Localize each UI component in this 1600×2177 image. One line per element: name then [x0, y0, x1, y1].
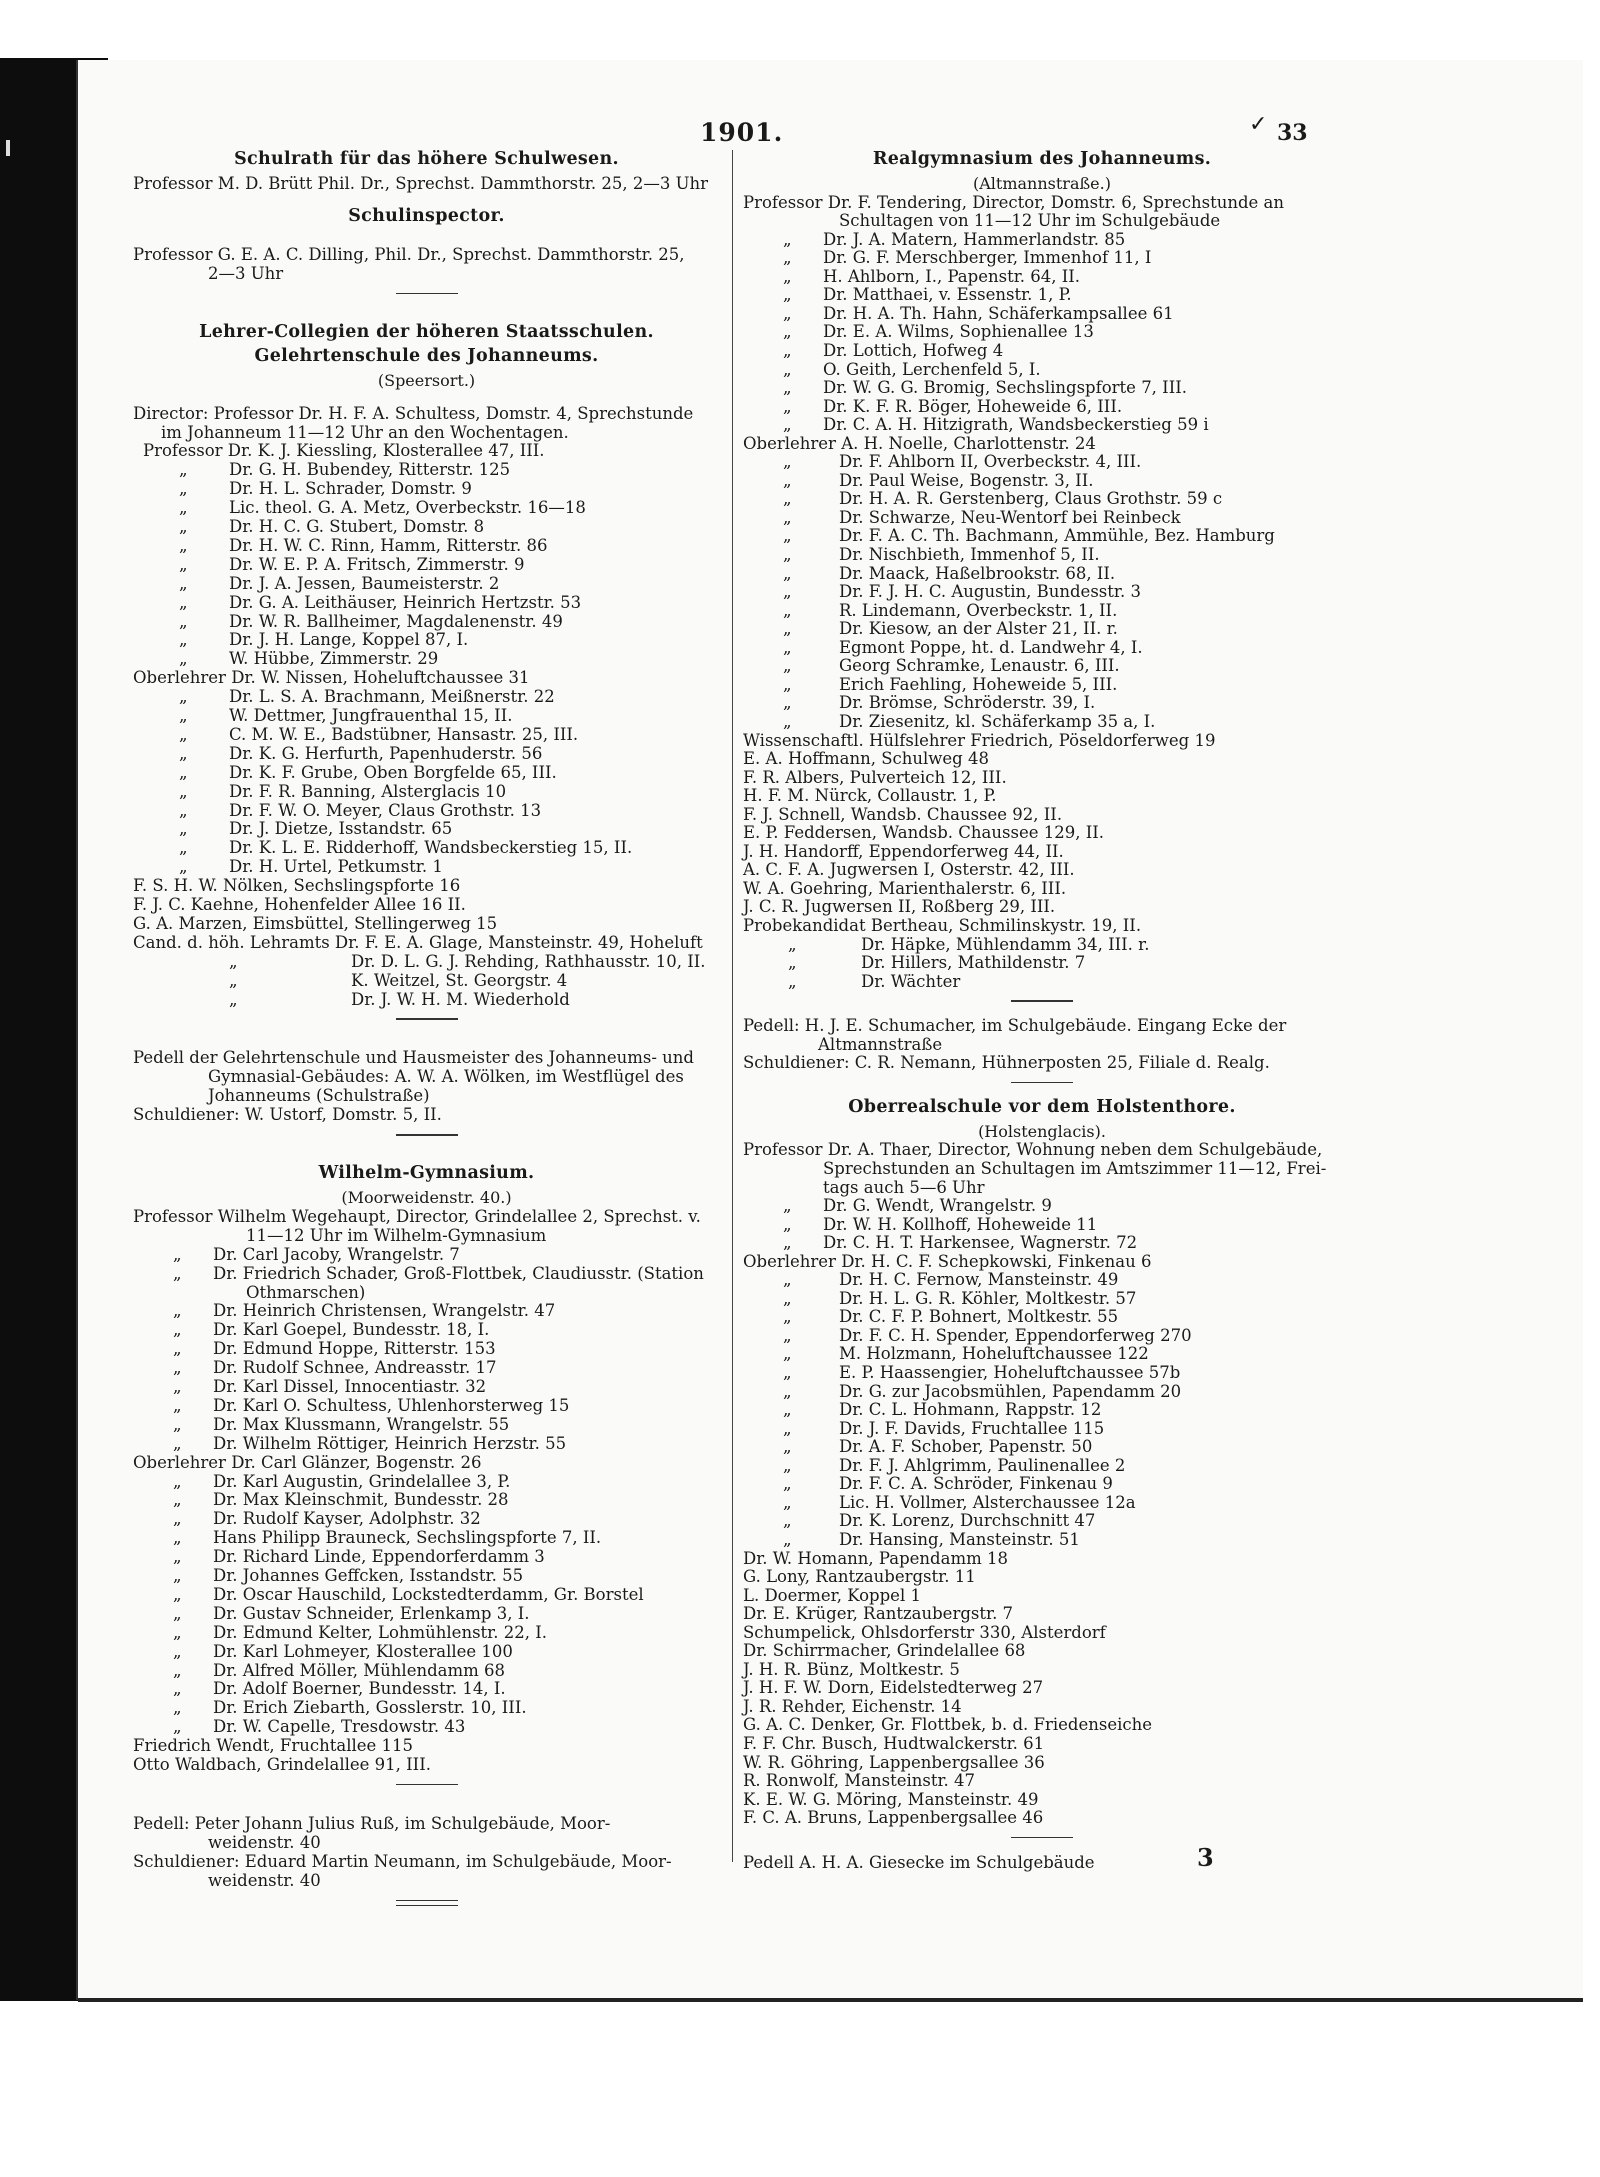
ditto-mark: „	[173, 1395, 182, 1415]
entry-line: G. A. Marzen, Eimsbüttel, Stellingerweg 15	[133, 913, 498, 933]
entry-line: Erich Faehling, Hoheweide 5, III.	[839, 674, 1118, 694]
ditto-mark: „	[783, 619, 792, 639]
entry-line: C. M. W. E., Badstübner, Hansastr. 25, III.	[229, 724, 579, 744]
entry-line: F. R. Albers, Pulverteich 12, III.	[743, 767, 1007, 787]
column-divider	[732, 150, 733, 1862]
ditto-mark: „	[173, 1603, 182, 1623]
ditto-mark: „	[783, 582, 792, 602]
entry-line: Dr. G. zur Jacobsmühlen, Papendamm 20	[839, 1381, 1182, 1401]
entry-line: Dr. H. W. C. Rinn, Hamm, Ritterstr. 86	[229, 535, 548, 555]
entry-line: Egmont Poppe, ht. d. Landwehr 4, I.	[839, 637, 1143, 657]
ditto-mark: „	[783, 1307, 792, 1327]
ditto-mark: „	[179, 517, 188, 536]
entry-line: Dr. F. C. H. Spender, Eppendorferweg 270	[839, 1325, 1192, 1345]
ditto-mark: „	[783, 415, 792, 435]
entry-line: F. J. Schnell, Wandsb. Chaussee 92, II.	[743, 804, 1063, 824]
ditto-mark: „	[788, 934, 797, 954]
ditto-mark: „	[783, 1529, 792, 1549]
entry-line: Dr. W. E. P. A. Fritsch, Zimmerstr. 9	[229, 554, 525, 574]
entry-line: Friedrich Wendt, Fruchtallee 115	[133, 1736, 414, 1756]
entry-line: Dr. K. F. Grube, Oben Borgfelde 65, III.	[229, 762, 557, 782]
entry-line: Dr. F. A. C. Th. Bachmann, Ammühle, Bez. Hamburg	[839, 526, 1275, 546]
entry-line: Dr. J. H. Lange, Koppel 87, I.	[229, 630, 469, 650]
section-rule	[396, 1134, 458, 1136]
entry-line: Hans Philipp Brauneck, Sechslingspforte 7, II.	[213, 1528, 602, 1548]
entry-line: Dr. J. F. Davids, Fruchtallee 115	[839, 1418, 1105, 1438]
entry-line: 2—3 Uhr	[208, 263, 284, 283]
ditto-mark: „	[783, 1363, 792, 1382]
entry-line: Dr. Nischbieth, Immenhof 5, II.	[839, 545, 1100, 564]
entry-line: Otto Waldbach, Grindelallee 91, III.	[133, 1755, 431, 1774]
ditto-mark: „	[173, 1584, 182, 1604]
ditto-mark: „	[783, 1196, 792, 1216]
entry-line: Dr. G. Wendt, Wrangelstr. 9	[823, 1196, 1052, 1216]
entry-line: Dr. Johannes Geffcken, Isstandstr. 55	[213, 1566, 524, 1585]
section-rule	[396, 1018, 458, 1020]
entry-line: Dr. Hillers, Mathildenstr. 7	[861, 953, 1086, 973]
ditto-mark: „	[783, 1400, 792, 1420]
ditto-mark: „	[783, 507, 792, 527]
entry-line: Oberlehrer Dr. W. Nissen, Hoheluftchaussee 31	[133, 668, 530, 688]
entry-line: J. H. F. W. Dorn, Eidelstedterweg 27	[743, 1678, 1044, 1698]
entry-line: Dr. Karl Goepel, Bundesstr. 18, I.	[213, 1320, 490, 1340]
entry-line: F. S. H. W. Nölken, Sechslingspforte 16	[133, 876, 461, 896]
entry-line: Dr. Wilhelm Röttiger, Heinrich Herzstr. 55	[213, 1433, 567, 1453]
entry-line: F. F. Chr. Busch, Hudtwalckerstr. 61	[743, 1734, 1045, 1753]
entry-line: Cand. d. höh. Lehramts Dr. F. E. A. Glage, Mansteinstr. 49, Hoheluft	[133, 932, 703, 952]
entry-line: Dr. Karl Augustin, Grindelallee 3, P.	[213, 1471, 511, 1491]
ditto-mark: „	[783, 303, 792, 323]
ditto-mark: „	[783, 1270, 792, 1290]
ditto-mark: „	[179, 649, 188, 669]
entry-line: Pedell: H. J. E. Schumacher, im Schulgebäude. Eingang Ecke der	[743, 1016, 1287, 1036]
ditto-mark: „	[179, 479, 188, 499]
entry-line: Dr. Karl O. Schultess, Uhlenhorsterweg 15	[213, 1395, 570, 1415]
entry-line: weidenstr. 40	[208, 1870, 321, 1890]
ditto-mark: „	[179, 535, 188, 555]
entry-line: Dr. Maack, Haßelbrookstr. 68, II.	[839, 563, 1116, 583]
entry-line: Professor G. E. A. C. Dilling, Phil. Dr., Sprechst. Dammthorstr. 25,	[133, 244, 685, 264]
entry-line: Dr. H. L. Schrader, Domstr. 9	[229, 479, 472, 499]
ditto-mark: „	[173, 1660, 182, 1680]
entry-line: Professor Dr. F. Tendering, Director, Domstr. 6, Sprechstunde an	[743, 192, 1285, 212]
scan-edge-mark	[6, 140, 10, 156]
entry-line: Dr. H. A. R. Gerstenberg, Claus Grothstr. 59 c	[839, 489, 1223, 509]
ditto-mark: „	[179, 498, 188, 518]
ditto-mark: „	[173, 1622, 182, 1642]
entry-line: Johanneums (Schulstraße)	[208, 1086, 430, 1106]
entry-line: Othmarschen)	[246, 1282, 366, 1302]
ditto-mark: „	[173, 1263, 182, 1283]
entry-line: Dr. K. L. E. Ridderhoff, Wandsbeckerstieg 15, II.	[229, 838, 633, 858]
entry-line: Dr. Gustav Schneider, Erlenkamp 3, I.	[213, 1603, 530, 1623]
entry-line: Georg Schramke, Lenaustr. 6, III.	[839, 656, 1120, 676]
entry-line: H. Ahlborn, I., Papenstr. 64, II.	[823, 266, 1081, 286]
entry-line: Professor Dr. A. Thaer, Director, Wohnung neben dem Schulgebäude,	[743, 1140, 1323, 1160]
entry-line: Professor M. D. Brütt Phil. Dr., Sprechst. Dammthorstr. 25, 2—3 Uhr	[133, 174, 708, 193]
ditto-mark: „	[229, 970, 238, 990]
entry-line: Dr. F. W. O. Meyer, Claus Grothstr. 13	[229, 800, 542, 820]
section-heading: Lehrer-Collegien der höheren Staatsschulen.	[199, 321, 654, 342]
entry-line: H. F. M. Nürck, Collaustr. 1, P.	[743, 786, 997, 806]
ditto-mark: „	[783, 1455, 792, 1475]
entry-line: Wissenschaftl. Hülfslehrer Friedrich, Pöseldorferweg 19	[743, 730, 1216, 750]
ditto-mark: „	[179, 762, 188, 782]
ditto-mark: „	[783, 674, 792, 694]
section-heading: Oberrealschule vor dem Holstenthore.	[848, 1096, 1236, 1117]
entry-line: Dr. Kiesow, an der Alster 21, II. r.	[839, 619, 1118, 639]
entry-line: Dr. Häpke, Mühlendamm 34, III. r.	[861, 934, 1150, 954]
entry-line: W. Dettmer, Jungfrauenthal 15, II.	[229, 706, 513, 725]
entry-line: Schuldiener: C. R. Nemann, Hühnerposten 25, Filiale d. Realg.	[743, 1053, 1270, 1073]
ditto-mark: „	[229, 989, 238, 1009]
entry-line: Dr. Lottich, Hofweg 4	[823, 340, 1004, 360]
entry-line: Schultagen von 11—12 Uhr im Schulgebäude	[839, 211, 1221, 231]
ditto-mark: „	[783, 396, 792, 416]
entry-line: Dr. Oscar Hauschild, Lockstedterdamm, Gr. Borstel	[213, 1584, 644, 1604]
entry-line: Schuldiener: W. Ustorf, Domstr. 5, II.	[133, 1105, 442, 1125]
entry-line: Dr. C. F. P. Bohnert, Moltkestr. 55	[839, 1307, 1119, 1327]
entry-line: 11—12 Uhr im Wilhelm-Gymnasium	[246, 1225, 547, 1245]
entry-line: Dr. F. C. A. Schröder, Finkenau 9	[839, 1474, 1113, 1494]
section-heading: Wilhelm-Gymnasium.	[318, 1163, 535, 1183]
entry-line: Dr. C. A. H. Hitzigrath, Wandsbeckerstieg 59 i	[823, 415, 1209, 435]
section-address: (Moorweidenstr. 40.)	[341, 1188, 512, 1207]
entry-line: Dr. C. L. Hohmann, Rappstr. 12	[839, 1400, 1102, 1420]
entry-line: L. Doermer, Koppel 1	[743, 1585, 921, 1605]
entry-line: Schuldiener: Eduard Martin Neumann, im Schulgebäude, Moor-	[133, 1851, 672, 1871]
entry-line: Dr. E. A. Wilms, Sophienallee 13	[823, 322, 1094, 342]
entry-line: im Johanneum 11—12 Uhr an den Wochentagen.	[161, 422, 569, 442]
entry-line: Dr. H. A. Th. Hahn, Schäferkampsallee 61	[823, 303, 1174, 323]
entry-line: Dr. F. J. H. C. Augustin, Bundesstr. 3	[839, 582, 1141, 602]
section-rule	[1011, 1000, 1073, 1002]
entry-line: Dr. W. Capelle, Tresdowstr. 43	[213, 1717, 466, 1737]
section-rule	[1011, 1082, 1073, 1084]
entry-line: M. Holzmann, Hoheluftchaussee 122	[839, 1344, 1149, 1364]
entry-line: Director: Professor Dr. H. F. A. Schultess, Domstr. 4, Sprechstunde	[133, 403, 694, 423]
entry-line: J. H. Handorff, Eppendorferweg 44, II.	[743, 841, 1064, 861]
section-address: (Holstenglacis).	[978, 1121, 1106, 1141]
ditto-mark: „	[173, 1679, 182, 1699]
entry-line: Dr. Max Kleinschmit, Bundesstr. 28	[213, 1490, 509, 1510]
entry-line: Dr. H. C. G. Stubert, Domstr. 8	[229, 517, 485, 536]
entry-line: Dr. Max Klussmann, Wrangelstr. 55	[213, 1414, 510, 1434]
entry-line: Dr. Karl Dissel, Innocentiastr. 32	[213, 1377, 487, 1396]
entry-line: Dr. Rudolf Schnee, Andreasstr. 17	[213, 1358, 497, 1378]
check-mark: ✓	[1249, 112, 1268, 137]
ditto-mark: „	[173, 1641, 182, 1661]
entry-line: Dr. Karl Lohmeyer, Klosterallee 100	[213, 1641, 513, 1661]
entry-line: Dr. F. Ahlborn II, Overbeckstr. 4, III.	[839, 452, 1142, 472]
ditto-mark: „	[179, 687, 188, 707]
ditto-mark: „	[179, 800, 188, 820]
section-rule	[396, 1784, 458, 1786]
page-number: 33	[1277, 120, 1308, 146]
entry-line: E. P. Haassengier, Hoheluftchaussee 57b	[839, 1363, 1181, 1382]
entry-line: Dr. Rudolf Kayser, Adolphstr. 32	[213, 1509, 481, 1529]
entry-line: E. A. Hoffmann, Schulweg 48	[743, 749, 989, 769]
section-rule	[396, 293, 458, 295]
entry-line: Dr. Brömse, Schröderstr. 39, I.	[839, 693, 1096, 713]
ditto-mark: „	[783, 1325, 792, 1345]
ditto-mark: „	[783, 1233, 792, 1253]
entry-line: Dr. C. H. T. Harkensee, Wagnerstr. 72	[823, 1233, 1138, 1253]
ditto-mark: „	[783, 1511, 792, 1531]
entry-line: Dr. H. Urtel, Petkumstr. 1	[229, 857, 443, 877]
ditto-mark: „	[783, 452, 792, 472]
entry-line: Dr. A. F. Schober, Papenstr. 50	[839, 1437, 1093, 1457]
entry-line: Dr. J. A. Matern, Hammerlandstr. 85	[823, 229, 1126, 249]
entry-line: Dr. G. H. Bubendey, Ritterstr. 125	[229, 460, 511, 480]
ditto-mark: „	[173, 1528, 182, 1548]
ditto-mark: „	[179, 573, 188, 593]
entry-line: Pedell A. H. A. Giesecke im Schulgebäude	[743, 1852, 1095, 1872]
entry-line: Professor Dr. K. J. Kiessling, Klosterallee 47, III.	[143, 441, 545, 461]
ditto-mark: „	[788, 953, 797, 973]
ditto-mark: „	[783, 1437, 792, 1457]
entry-line: Dr. J. W. H. M. Wiederhold	[351, 989, 570, 1009]
page-bottom-edge	[78, 1998, 1583, 2002]
entry-line: Dr. Alfred Möller, Mühlendamm 68	[213, 1660, 506, 1680]
entry-line: Dr. W. Homann, Papendamm 18	[743, 1548, 1008, 1568]
entry-line: Dr. Erich Ziebarth, Gosslerstr. 10, III.	[213, 1698, 527, 1718]
section-rule	[1011, 1837, 1073, 1839]
entry-line: Oberlehrer Dr. Carl Glänzer, Bogenstr. 26	[133, 1452, 482, 1472]
entry-line: A. C. F. A. Jugwersen I, Osterstr. 42, III.	[743, 860, 1075, 880]
entry-line: weidenstr. 40	[208, 1832, 321, 1852]
ditto-mark: „	[783, 266, 792, 286]
entry-line: Schumpelick, Ohlsdorferstr 330, Alsterdorf	[743, 1622, 1106, 1642]
entry-line: Dr. F. J. Ahlgrimm, Paulinenallee 2	[839, 1455, 1126, 1475]
ditto-mark: „	[173, 1414, 182, 1434]
section-rule	[396, 1900, 458, 1902]
entry-line: Dr. Richard Linde, Eppendorferdamm 3	[213, 1547, 545, 1567]
ditto-mark: „	[179, 819, 188, 839]
ditto-mark: „	[783, 359, 792, 379]
ditto-mark: „	[173, 1698, 182, 1718]
ditto-mark: „	[783, 489, 792, 509]
entry-line: F. J. C. Kaehne, Hohenfelder Allee 16 II.	[133, 895, 466, 914]
ditto-mark: „	[783, 340, 792, 360]
entry-line: G. Lony, Rantzaubergstr. 11	[743, 1567, 976, 1587]
entry-line: F. C. A. Bruns, Lappenbergsallee 46	[743, 1808, 1044, 1828]
section-address: (Speersort.)	[377, 370, 476, 390]
entry-line: J. R. Rehder, Eichenstr. 14	[743, 1696, 962, 1716]
entry-line: R. Lindemann, Overbeckstr. 1, II.	[839, 600, 1118, 620]
entry-line: O. Geith, Lerchenfeld 5, I.	[823, 359, 1041, 379]
entry-line: Dr. Edmund Kelter, Lohmühlenstr. 22, I.	[213, 1622, 547, 1642]
ditto-mark: „	[179, 781, 188, 801]
ditto-mark: „	[783, 563, 792, 583]
ditto-mark: „	[783, 470, 792, 490]
ditto-mark: „	[173, 1433, 182, 1453]
page-year: 1901.	[700, 118, 784, 147]
ditto-mark: „	[173, 1471, 182, 1491]
entry-line: G. A. C. Denker, Gr. Flottbek, b. d. Friedenseiche	[743, 1715, 1153, 1735]
entry-line: Dr. W. G. G. Bromig, Sechslingspforte 7, III.	[823, 378, 1187, 398]
section-rule	[396, 1905, 458, 1907]
ditto-mark: „	[229, 951, 238, 971]
ditto-mark: „	[173, 1377, 182, 1396]
entry-line: E. P. Feddersen, Wandsb. Chaussee 129, II.	[743, 823, 1104, 843]
entry-line: Dr. W. H. Kollhoff, Hoheweide 11	[823, 1214, 1098, 1234]
entry-line: Dr. Heinrich Christensen, Wrangelstr. 47	[213, 1301, 556, 1321]
entry-line: Dr. G. F. Merschberger, Immenhof 11, I	[823, 248, 1152, 268]
entry-line: Oberlehrer Dr. H. C. F. Schepkowski, Finkenau 6	[743, 1251, 1152, 1271]
entry-line: Dr. D. L. G. J. Rehding, Rathhausstr. 10, II.	[351, 951, 706, 971]
entry-line: K. Weitzel, St. Georgstr. 4	[351, 970, 568, 990]
entry-line: Dr. K. G. Herfurth, Papenhuderstr. 56	[229, 743, 543, 763]
ditto-mark: „	[179, 592, 188, 612]
entry-line: Dr. F. R. Banning, Alsterglacis 10	[229, 781, 507, 801]
entry-line: Dr. H. L. G. R. Köhler, Moltkestr. 57	[839, 1288, 1137, 1308]
ditto-mark: „	[783, 711, 792, 731]
entry-line: Dr. Matthaei, v. Essenstr. 1, P.	[823, 285, 1072, 305]
entry-line: Altmannstraße	[818, 1034, 943, 1054]
section-heading: Schulrath für das höhere Schulwesen.	[234, 149, 619, 169]
entry-line: R. Ronwolf, Mansteinstr. 47	[743, 1771, 976, 1791]
section-heading: Gelehrtenschule des Johanneums.	[254, 345, 599, 366]
section-heading: Realgymnasium des Johanneums.	[872, 149, 1212, 169]
entry-line: Pedell der Gelehrtenschule und Hausmeister des Johanneums- und	[133, 1048, 694, 1068]
entry-line: Dr. E. Krüger, Rantzaubergstr. 7	[743, 1604, 1014, 1624]
ditto-mark: „	[783, 637, 792, 657]
entry-line: Dr. L. S. A. Brachmann, Meißnerstr. 22	[229, 687, 555, 707]
ditto-mark: „	[783, 545, 792, 564]
entry-line: Professor Wilhelm Wegehaupt, Director, Grindelallee 2, Sprechst. v.	[133, 1206, 701, 1226]
entry-line: J. C. R. Jugwersen II, Roßberg 29, III.	[743, 897, 1056, 917]
ditto-mark: „	[783, 1214, 792, 1234]
ditto-mark: „	[179, 630, 188, 650]
ditto-mark: „	[179, 838, 188, 858]
ditto-mark: „	[179, 857, 188, 877]
section-address: (Altmannstraße.)	[973, 174, 1111, 193]
ditto-mark: „	[783, 229, 792, 249]
ditto-mark: „	[173, 1320, 182, 1340]
signature-mark: 3	[1197, 1843, 1214, 1872]
ditto-mark: „	[179, 460, 188, 480]
ditto-mark: „	[783, 1474, 792, 1494]
entry-line: tags auch 5—6 Uhr	[823, 1177, 985, 1197]
entry-line: Lic. H. Vollmer, Alsterchaussee 12a	[839, 1492, 1136, 1512]
entry-line: Lic. theol. G. A. Metz, Overbeckstr. 16—18	[229, 498, 586, 518]
entry-line: Dr. K. Lorenz, Durchschnitt 47	[839, 1511, 1096, 1531]
entry-line: Probekandidat Bertheau, Schmilinskystr. 19, II.	[743, 916, 1142, 935]
entry-line: K. E. W. G. Möring, Mansteinstr. 49	[743, 1789, 1039, 1809]
entry-line: J. H. R. Bünz, Moltkestr. 5	[743, 1659, 960, 1679]
ditto-mark: „	[173, 1358, 182, 1378]
ditto-mark: „	[179, 724, 188, 744]
ditto-mark: „	[179, 554, 188, 574]
ditto-mark: „	[173, 1244, 182, 1264]
entry-line: Gymnasial-Gebäudes: A. W. A. Wölken, im Westflügel des	[208, 1067, 684, 1087]
entry-line: Dr. H. C. Fernow, Mansteinstr. 49	[839, 1270, 1119, 1290]
ditto-mark: „	[783, 285, 792, 305]
ditto-mark: „	[179, 706, 188, 725]
ditto-mark: „	[173, 1566, 182, 1585]
entry-line: Dr. J. Dietze, Isstandstr. 65	[229, 819, 453, 839]
ditto-mark: „	[783, 526, 792, 546]
ditto-mark: „	[173, 1717, 182, 1737]
entry-line: Dr. Ziesenitz, kl. Schäferkamp 35 a, I.	[839, 711, 1156, 731]
ditto-mark: „	[783, 1381, 792, 1401]
ditto-mark: „	[783, 1288, 792, 1308]
entry-line: Dr. Schirrmacher, Grindelallee 68	[743, 1641, 1026, 1661]
ditto-mark: „	[783, 1418, 792, 1438]
entry-line: Dr. K. F. R. Böger, Hoheweide 6, III.	[823, 396, 1123, 416]
ditto-mark: „	[783, 693, 792, 713]
entry-line: Dr. Carl Jacoby, Wrangelstr. 7	[213, 1244, 460, 1264]
ditto-mark: „	[173, 1509, 182, 1529]
entry-line: W. R. Göhring, Lappenbergsallee 36	[743, 1752, 1045, 1772]
ditto-mark: „	[173, 1547, 182, 1567]
ditto-mark: „	[783, 322, 792, 342]
entry-line: Pedell: Peter Johann Julius Ruß, im Schulgebäude, Moor-	[133, 1813, 611, 1833]
ditto-mark: „	[783, 600, 792, 620]
entry-line: Dr. W. R. Ballheimer, Magdalenenstr. 49	[229, 611, 563, 631]
entry-line: Dr. Paul Weise, Bogenstr. 3, II.	[839, 470, 1094, 490]
entry-line: Dr. Schwarze, Neu-Wentorf bei Reinbeck	[839, 507, 1181, 527]
ditto-mark: „	[783, 656, 792, 676]
entry-line: Dr. Friedrich Schader, Groß-Flottbek, Claudiusstr. (Station	[213, 1263, 704, 1283]
section-heading: Schulinspector.	[348, 205, 505, 226]
ditto-mark: „	[783, 1344, 792, 1364]
entry-line: Oberlehrer A. H. Noelle, Charlottenstr. 24	[743, 433, 1096, 453]
ditto-mark: „	[173, 1339, 182, 1359]
entry-line: W. A. Goehring, Marienthalerstr. 6, III.	[743, 878, 1067, 898]
ditto-mark: „	[783, 378, 792, 398]
entry-line: Dr. J. A. Jessen, Baumeisterstr. 2	[229, 573, 500, 593]
ditto-mark: „	[179, 743, 188, 763]
ditto-mark: „	[788, 971, 797, 991]
entry-line: W. Hübbe, Zimmerstr. 29	[229, 649, 439, 669]
ditto-mark: „	[783, 1492, 792, 1512]
ditto-mark: „	[783, 248, 792, 268]
ditto-mark: „	[179, 611, 188, 631]
entry-line: Dr. Hansing, Mansteinstr. 51	[839, 1529, 1080, 1549]
entry-line: Dr. Wächter	[861, 971, 961, 991]
ditto-mark: „	[173, 1301, 182, 1321]
entry-line: Dr. G. A. Leithäuser, Heinrich Hertzstr. 53	[229, 592, 582, 612]
entry-line: Dr. Edmund Hoppe, Ritterstr. 153	[213, 1339, 496, 1359]
ditto-mark: „	[173, 1490, 182, 1510]
entry-line: Dr. Adolf Boerner, Bundesstr. 14, I.	[213, 1679, 506, 1699]
entry-line: Sprechstunden an Schultagen im Amtszimmer 11—12, Frei-	[823, 1158, 1327, 1178]
